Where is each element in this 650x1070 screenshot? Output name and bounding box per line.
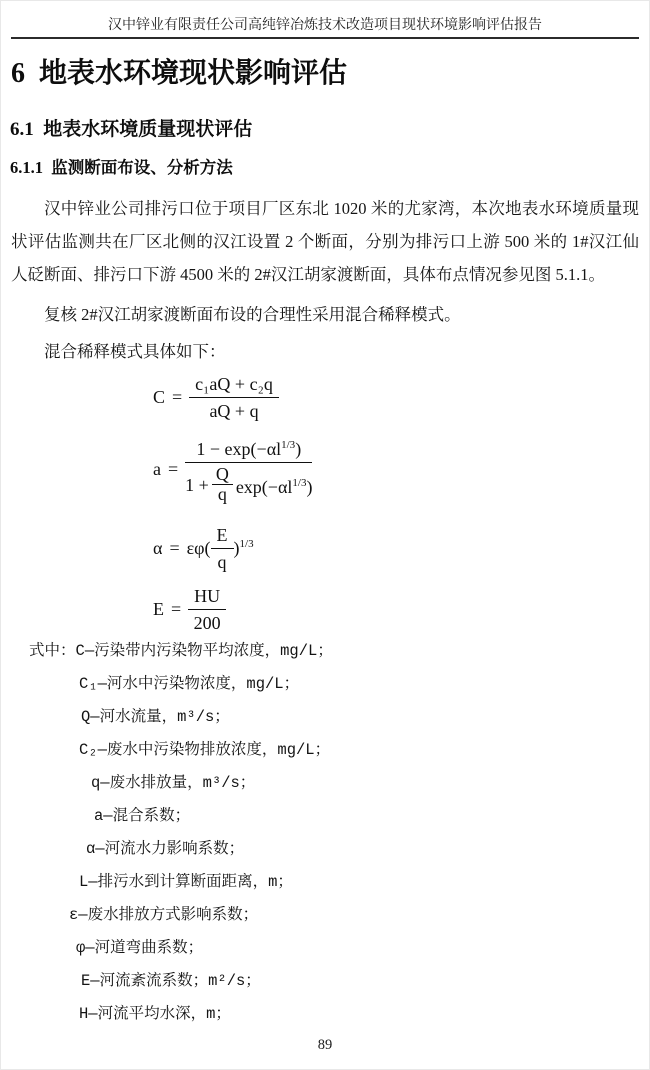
formula-lhs: a [153, 458, 161, 479]
fraction-denominator: q [217, 484, 227, 504]
body-paragraph-model-intro: 混合稀释模式具体如下： [44, 342, 226, 361]
definition-item: q—废水排放量，m³/s； [91, 774, 256, 792]
exponent: 1/3 [292, 476, 307, 489]
fraction-denominator: q [217, 552, 227, 572]
fraction-numerator: Q [212, 466, 233, 485]
fraction-numerator: HU [188, 586, 226, 610]
formula-text: )$^{1/3}$ [233, 538, 254, 558]
page-number: 89 [317, 1037, 333, 1053]
page-header-title: 汉中锌业有限责任公司高纯锌冶炼技术改造项目现状环境影响评估报告 [11, 1, 639, 39]
fraction-numerator: c₁aQ + c₂q [189, 374, 279, 398]
definition-item: Q—河水流量，m³/s； [81, 708, 230, 726]
definition-item: 式中：C—污染带内污染物平均浓度，mg/L； [29, 642, 333, 660]
formula-alpha-coefficient [153, 525, 254, 572]
definition-item: α—河流水力影响系数； [86, 840, 245, 858]
formula-text: εφ( [186, 538, 211, 558]
section-heading: 6.1 地表水环境质量现状评估 [10, 119, 253, 140]
subsection-heading: 6.1.1 监测断面布设、分析方法 [10, 158, 233, 177]
definitions-label: 式中： [29, 642, 76, 660]
definition-item: E—河流紊流系数；m²/s； [81, 972, 261, 990]
formula-lhs: C [153, 387, 166, 407]
exponent: 1/3 [281, 439, 296, 451]
definition-item: H—河流平均水深，m； [79, 1005, 231, 1023]
definition-item: C₁—河水中污染物浓度，mg/L； [79, 675, 300, 693]
fraction-numerator: E [211, 525, 234, 549]
definition-item: ε—废水排放方式影响系数； [69, 906, 259, 924]
fraction-denominator: 1 + $\frac{Q}{q}$ $\exp(-\alpha l^{1/3})$ [185, 464, 313, 504]
definition-item: φ—河道弯曲系数； [76, 939, 204, 957]
fraction [188, 586, 226, 633]
equals-sign: = [169, 538, 180, 558]
chapter-heading: 6 地表水环境现状影响评估 [11, 58, 348, 89]
equals-sign: = [168, 458, 179, 479]
fraction [211, 525, 234, 572]
fraction [189, 374, 279, 421]
formula-lhs: α [153, 538, 163, 558]
fraction-denominator: 200 [193, 613, 221, 633]
formula-turbulence [153, 586, 226, 633]
equals-sign: = [171, 599, 182, 619]
formula-block [153, 374, 649, 633]
inner-fraction [212, 466, 233, 503]
fraction-numerator: $1 - \exp(-\alpha l^{1/3})$ [185, 435, 312, 463]
body-paragraph-monitoring-sections: 汉中锌业公司排污口位于项目厂区东北 1020 米的尤家湾，本次地表水环境质量现状评估监测共在厂区北侧的汉江设置 2 个断面，分别为排污口上游 500 米的 1#汉江仙人砭断面、排污口下游 4500 米的 2#汉江胡家渡断面，具体布点情况参见图 5.1.1。 [11, 199, 639, 284]
definition-item: L—排污水到计算断面距离，m； [79, 873, 293, 891]
fraction [185, 435, 312, 503]
exponent: 1/3 [239, 538, 254, 550]
formula-lhs: E [153, 599, 164, 619]
formula-concentration [153, 374, 279, 421]
equals-sign: = [172, 387, 183, 407]
variable-definitions-list [1, 635, 649, 1031]
definition-item: C₂—废水中污染物排放浓度，mg/L； [79, 741, 331, 759]
body-paragraph-review-mode: 复核 2#汉江胡家渡断面布设的合理性采用混合稀释模式。 [44, 305, 461, 324]
formula-mixing-coefficient [153, 435, 312, 503]
fraction-denominator: aQ + q [209, 401, 259, 421]
definition-item: a—混合系数； [94, 807, 191, 825]
